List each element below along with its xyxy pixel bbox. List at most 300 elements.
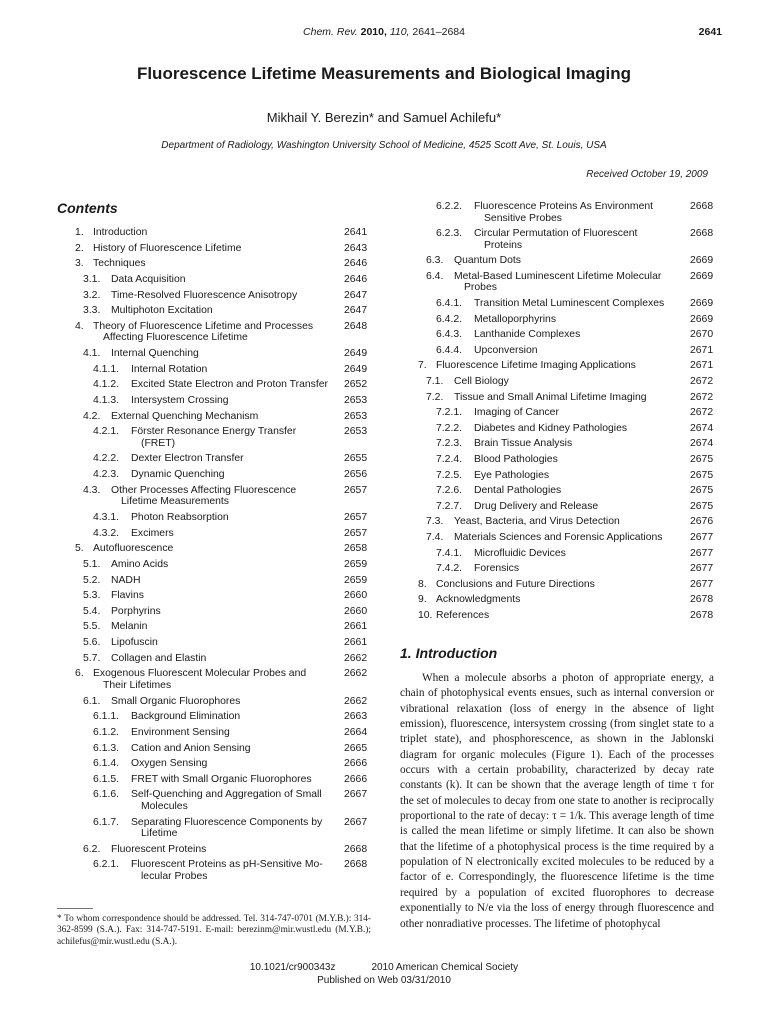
toc-entry-title-line: Environment Sensing [131,726,230,738]
toc-entry[interactable] [57,621,374,633]
toc-entry[interactable] [400,579,720,591]
toc-entry-number: 7.2.7. [436,500,462,512]
toc-entry-title-line: Self-Quenching and Aggregation of Small [131,789,322,801]
toc-entry-title-line: NADH [111,574,141,586]
toc-entry-number: 6.1.3. [93,742,119,754]
toc-entry-title-line: Fluorescent Proteins as pH-Sensitive Mo- [131,859,323,871]
toc-entry-number: 6.2. [83,843,101,855]
toc-entry[interactable] [400,548,720,560]
toc-entry-number: 6.1.1. [93,711,119,723]
toc-entry-number: 6. [75,668,84,680]
toc-entry-page: 2677 [690,578,714,590]
toc-entry-page: 2667 [344,816,368,828]
toc-entry-page: 2646 [344,273,368,285]
toc-entry-number: 4.2.3. [93,469,119,481]
toc-entry-number: 7.2.2. [436,422,462,434]
toc-entry-number: 6.1.4. [93,758,119,770]
article-authors: Mikhail Y. Berezin* and Samuel Achilefu* [266,110,502,125]
toc-entry-page: 2678 [690,594,714,606]
toc-entry-title-line: Fluorescent Proteins [111,843,207,855]
toc-entry[interactable] [57,653,374,665]
toc-entry[interactable] [57,637,374,649]
toc-entry-title-line: Acknowledgments [436,594,521,606]
toc-entry-title-line: References [436,609,490,621]
toc-entry[interactable] [400,501,720,513]
toc-entry-title [131,743,340,755]
toc-entry-number: 4.1. [83,348,101,360]
toc-entry-page: 2668 [344,843,368,855]
toc-entry-title-line: Internal Quenching [111,348,199,360]
toc-entry[interactable] [400,298,720,310]
toc-entry-page: 2667 [344,789,368,801]
toc-entry[interactable] [57,364,374,376]
toc-entry-page: 2677 [690,563,714,575]
toc-entry-title-line: Forensics [474,563,520,575]
toc-entry-title [131,758,340,770]
toc-entry-title-line: Multiphoton Excitation [111,305,213,317]
toc-entry-title-line: Lipofuscin [111,637,158,649]
toc-entry[interactable] [57,274,374,286]
toc-entry-title-line: Metal-Based Luminescent Lifetime Molecular [454,270,662,282]
toc-entry-title-line: Molecules [141,800,188,812]
toc-entry-number: 4.1.3. [93,395,119,406]
toc-entry-title-line: Intersystem Crossing [131,395,229,406]
toc-entry[interactable] [57,575,374,587]
toc-entry-page: 2657 [344,511,368,523]
toc-entry-title-line: Metalloporphyrins [474,313,557,325]
toc-entry-number: 10. [418,609,433,621]
copyright: 2010 American Chemical Society [371,962,519,973]
toc-entry[interactable] [57,395,374,407]
toc-entry-page: 2647 [344,305,368,317]
toc-entry-title-line: Lifetime [141,828,178,840]
toc-entry-title [474,345,686,357]
toc-entry-title [454,392,686,404]
toc-entry[interactable] [57,258,374,270]
toc-entry[interactable] [400,610,720,622]
toc-entry[interactable] [400,516,720,528]
toc-entry-title [474,201,686,224]
toc-entry-title [474,329,686,341]
toc-entry[interactable] [57,243,374,255]
toc-entry-number: 6.4. [426,270,444,282]
toc-entry-title-line: Excited State Electron and Proton Transfer [131,379,328,391]
toc-entry-title [474,298,686,310]
toc-entry[interactable] [57,426,374,449]
toc-entry-title [131,727,340,739]
toc-entry-page: 2666 [344,758,368,770]
toc-entry[interactable] [400,314,720,326]
toc-entry-title [131,774,340,786]
toc-entry-title-line: Oxygen Sensing [131,758,208,770]
toc-entry[interactable] [400,376,720,388]
toc-entry-title [131,364,340,376]
toc-entry[interactable] [400,454,720,466]
toc-entry-number: 4.3.1. [93,511,119,523]
toc-entry-page: 2672 [690,375,714,387]
toc-entry-number: 5.1. [83,558,101,570]
toc-entry[interactable] [400,228,720,251]
toc-entry[interactable] [400,423,720,435]
toc-entry-number: 5.5. [83,621,101,633]
toc-entry-page: 2657 [344,527,368,539]
toc-entry[interactable] [400,201,720,224]
toc-entry-title [93,227,340,239]
toc-entry[interactable] [57,227,374,239]
page-footer [0,962,768,973]
toc-entry-title-line: Brain Tissue Analysis [474,438,573,450]
toc-entry-page: 2653 [344,426,368,438]
toc-entry-title-line: Tissue and Small Animal Lifetime Imaging [454,391,647,403]
toc-entry-title-line: Fluorescence Lifetime Imaging Applications [436,360,636,372]
toc-entry[interactable] [57,743,374,755]
toc-entry-number: 6.2.1. [93,859,119,871]
toc-entry-number: 7.4. [426,531,444,543]
toc-entry-page: 2674 [690,438,714,450]
toc-entry-page: 2678 [690,609,714,621]
toc-entry-title [111,696,340,708]
toc-entry-title [131,711,340,723]
toc-entry-page: 2657 [344,484,368,496]
toc-entry[interactable] [57,469,374,481]
toc-entry[interactable] [400,532,720,544]
toc-entry[interactable] [57,590,374,602]
toc-entry[interactable] [57,774,374,786]
toc-entry-title [131,469,340,481]
toc-entry-page: 2655 [344,453,368,465]
toc-entry[interactable] [57,696,374,708]
toc-entry[interactable] [400,594,720,606]
toc-entry-page: 2649 [344,363,368,375]
toc-entry-title-line: Affecting Fluorescence Lifetime [103,332,248,344]
toc-entry-page: 2669 [690,270,714,282]
toc-entry-title [93,543,340,555]
toc-entry-number: 7. [418,360,427,372]
toc-entry-title [111,411,340,423]
toc-entry-number: 4.1.1. [93,363,119,375]
toc-entry-page: 2660 [344,605,368,617]
toc-entry-number: 5.6. [83,637,101,649]
toc-entry-title [474,470,686,482]
toc-entry-title [111,274,340,286]
toc-entry-title-line: Eye Pathologies [474,469,550,481]
toc-entry-number: 4.1.2. [93,379,119,391]
toc-entry[interactable] [57,727,374,739]
toc-entry-page: 2677 [690,547,714,559]
toc-entry-title-line: Their Lifetimes [103,679,172,691]
doi: 10.1021/cr900343z [249,962,336,973]
toc-entry-title [454,516,686,528]
introduction-heading: 1. Introduction [400,645,498,661]
toc-entry-title-line: History of Fluorescence Lifetime [93,242,242,254]
toc-entry-number: 6.4.4. [436,344,462,356]
toc-entry-page: 2659 [344,574,368,586]
toc-entry-number: 4.2.1. [93,426,119,438]
toc-entry[interactable] [57,321,374,344]
footnote-divider [57,908,93,909]
toc-entry-page: 2661 [344,621,368,633]
toc-entry-page: 2661 [344,637,368,649]
toc-entry-title-line: Dexter Electron Transfer [131,453,244,465]
toc-entry-number: 6.1.7. [93,816,119,828]
toc-entry-title-line: Melanin [111,621,148,633]
introduction-body [400,671,714,932]
toc-entry-title [454,376,686,388]
toc-entry-title-line: Flavins [111,590,144,602]
toc-entry-title-line: Exogenous Fluorescent Molecular Probes and [93,668,307,680]
toc-entry-title-line: lecular Probes [141,870,208,882]
article-title: Fluorescence Lifetime Measurements and Biological Imaging [136,64,632,83]
toc-entry-title-line: Introduction [93,227,148,238]
toc-entry-title-line: Collagen and Elastin [111,652,207,664]
toc-entry-number: 4.3. [83,484,101,496]
toc-entry-number: 8. [418,578,427,590]
toc-entry-title-line: Microfluidic Devices [474,547,566,559]
toc-entry-number: 6.4.3. [436,329,462,341]
toc-entry-title-line: Cell Biology [454,375,509,387]
toc-entry-number: 9. [418,594,427,606]
toc-entry-title [131,789,340,812]
toc-entry[interactable] [57,711,374,723]
toc-entry-number: 6.4.2. [436,313,462,325]
toc-entry[interactable] [400,470,720,482]
contents-heading: Contents [57,200,118,216]
toc-entry[interactable] [400,563,720,575]
toc-entry[interactable] [57,668,374,691]
toc-entry-title [111,348,340,360]
toc-entry-title [111,290,340,302]
toc-entry-number: 6.1. [83,695,101,707]
toc-entry[interactable] [57,348,374,360]
toc-entry-number: 4.3.2. [93,527,119,539]
toc-entry-title-line: Circular Permutation of Fluorescent [474,228,638,240]
toc-entry-title [474,563,686,575]
toc-entry-title [436,360,686,372]
toc-entry[interactable] [57,543,374,555]
toc-entry-title [474,548,686,560]
toc-entry-title-line: Imaging of Cancer [474,407,559,419]
toc-entry-page: 2658 [344,543,368,555]
toc-entry-number: 6.2.2. [436,201,462,212]
toc-entry-title-line: Techniques [93,258,146,270]
toc-entry-page: 2668 [344,859,368,871]
toc-entry-page: 2648 [344,320,368,332]
author-affiliation: Department of Radiology, Washington University School of Medicine, 4525 Scott Ave, St. Louis, USA [161,140,607,151]
toc-entry-title-line: Background Elimination [131,711,241,723]
toc-entry-title-line: Blood Pathologies [474,453,558,465]
toc-entry-title-line: Other Processes Affecting Fluorescence [111,484,297,496]
toc-entry-title [454,271,686,294]
toc-entry-page: 2672 [690,407,714,419]
toc-entry-page: 2649 [344,348,368,360]
toc-entry-title-line: Lanthanide Complexes [474,329,581,341]
toc-entry-number: 6.1.2. [93,726,119,738]
toc-entry-number: 6.1.6. [93,789,119,801]
toc-entry-title-line: Transition Metal Luminescent Complexes [474,297,665,309]
toc-entry-title-line: Time-Resolved Fluorescence Anisotropy [111,289,298,301]
toc-entry-page: 2675 [690,469,714,481]
toc-entry[interactable] [400,271,720,294]
page-number: 2641 [698,26,722,38]
toc-entry-number: 3. [75,258,84,270]
toc-entry[interactable] [400,485,720,497]
toc-entry-number: 4.2.2. [93,453,119,465]
toc-entry-page: 2662 [344,652,368,664]
toc-entry-title [474,485,686,497]
toc-entry-number: 3.1. [83,273,101,285]
toc-entry-title-line: Excimers [131,527,174,539]
toc-entry-number: 6.1.5. [93,773,119,785]
toc-entry-number: 7.2. [426,391,444,403]
toc-entry-title [474,407,686,419]
toc-entry-title [111,653,340,665]
toc-entry-title [131,817,340,840]
toc-entry[interactable] [57,379,374,391]
toc-entry[interactable] [400,329,720,341]
toc-entry[interactable] [57,817,374,840]
toc-entry-number: 6.4.1. [436,297,462,309]
toc-entry-title [111,485,340,508]
toc-entry-number: 7.1. [426,375,444,387]
toc-entry[interactable] [400,392,720,404]
toc-entry-title [131,426,340,449]
toc-entry-title-line: Photon Reabsorption [131,511,229,523]
toc-entry[interactable] [57,411,374,423]
journal-citation [0,26,768,38]
toc-entry-title-line: Quantum Dots [454,255,521,267]
toc-entry-number: 7.2.6. [436,485,462,497]
toc-entry-title [131,512,340,524]
toc-entry[interactable] [57,606,374,618]
toc-entry-title-line: External Quenching Mechanism [111,410,259,422]
toc-entry[interactable] [400,345,720,357]
toc-entry-title-line: Theory of Fluorescence Lifetime and Processes [93,320,314,332]
toc-entry-page: 2675 [690,453,714,465]
toc-entry-title-line: Upconversion [474,344,538,356]
toc-entry-page: 2671 [690,360,714,372]
toc-entry-title [131,395,340,407]
toc-entry-title [131,453,340,465]
toc-entry-page: 2669 [690,313,714,325]
toc-entry-number: 1. [75,227,84,238]
toc-entry[interactable] [57,859,374,882]
toc-entry-title [436,579,686,591]
toc-entry-title [111,844,340,856]
toc-entry[interactable] [57,290,374,302]
toc-entry-title-line: Sensitive Probes [484,212,562,224]
toc-entry-title-line: Drug Delivery and Release [474,500,599,512]
toc-entry[interactable] [57,453,374,465]
toc-entry-title-line: Yeast, Bacteria, and Virus Detection [454,516,620,528]
toc-entry-title [93,243,340,255]
toc-entry-title [93,668,340,691]
toc-entry[interactable] [57,528,374,540]
journal-year: 2010, [360,26,387,38]
toc-entry-number: 6.3. [426,255,444,267]
publication-date: Published on Web 03/31/2010 [317,975,451,986]
toc-entry[interactable] [57,789,374,812]
toc-entry-title [111,606,340,618]
toc-entry[interactable] [400,255,720,267]
toc-entry-title [111,637,340,649]
toc-entry-title-line: Fluorescence Proteins As Environment [474,201,654,212]
toc-entry-title-line: Conclusions and Future Directions [436,578,595,590]
toc-entry-title [111,590,340,602]
toc-entry-number: 7.4.2. [436,563,462,575]
toc-entry-title [436,610,686,622]
toc-entry-title-line: Internal Rotation [131,363,208,375]
toc-entry-page: 2670 [690,329,714,341]
toc-entry-title [454,255,686,267]
toc-entry-title [111,305,340,317]
toc-entry[interactable] [57,305,374,317]
toc-entry-number: 5.4. [83,605,101,617]
toc-entry-page: 2676 [690,516,714,528]
toc-entry-number: 4. [75,320,84,332]
toc-entry-page: 2669 [690,297,714,309]
toc-entry[interactable] [57,512,374,524]
toc-entry-page: 2653 [344,410,368,422]
toc-entry-title-line: Autofluorescence [93,543,174,555]
toc-entry[interactable] [57,559,374,571]
toc-entry-number: 4.2. [83,410,101,422]
toc-entry-page: 2669 [690,255,714,267]
toc-entry-title [111,559,340,571]
toc-entry-title-line: Diabetes and Kidney Pathologies [474,422,628,434]
toc-entry-number: 7.2.3. [436,438,462,450]
toc-entry-title [454,532,686,544]
toc-entry-page: 2666 [344,773,368,785]
toc-entry-page: 2665 [344,742,368,754]
journal-pages: 2641–2684 [412,26,465,38]
toc-entry-page: 2677 [690,531,714,543]
toc-entry-page: 2643 [344,242,368,254]
toc-entry[interactable] [57,758,374,770]
toc-entry-title [131,859,340,882]
toc-entry[interactable] [57,485,374,508]
toc-entry-page: 2671 [690,344,714,356]
toc-entry-title [474,314,686,326]
toc-entry-title-line: (FRET) [141,437,176,449]
toc-entry-title [93,258,340,270]
toc-entry-page: 2662 [344,695,368,707]
toc-entry[interactable] [400,407,720,419]
toc-entry-number: 7.2.1. [436,407,462,419]
toc-entry-number: 5.2. [83,574,101,586]
toc-entry-title-line: Förster Resonance Energy Transfer [131,426,297,438]
toc-entry-page: 2668 [690,201,714,212]
toc-entry-title-line: Separating Fluorescence Components by [131,816,323,828]
correspondence-footnote: * To whom correspondence should be addressed. Tel. 314-747-0701 (M.Y.B.): 314-362-8599 (S.A.). Fax: 314-747-5191. E-mail: berezinm@mir.wustl.edu (M.Y.B.); achilefus@mir.wustl.edu (S.A.). [57,914,371,947]
toc-entry-number: 2. [75,242,84,254]
toc-entry-title-line: FRET with Small Organic Fluorophores [131,773,312,785]
toc-entry-page: 2675 [690,485,714,497]
toc-entry-page: 2674 [690,422,714,434]
toc-entry-number: 7.2.5. [436,469,462,481]
toc-entry-page: 2656 [344,469,368,481]
toc-entry-page: 2662 [344,668,368,680]
toc-entry-title-line: Materials Sciences and Forensic Applications [454,531,663,543]
toc-entry-title-line: Small Organic Fluorophores [111,695,241,707]
toc-entry-title [474,423,686,435]
toc-entry-page: 2646 [344,258,368,270]
toc-entry[interactable] [400,438,720,450]
toc-entry-title [474,228,686,251]
toc-entry[interactable] [400,360,720,372]
received-date: Received October 19, 2009 [586,169,708,180]
toc-entry[interactable] [57,844,374,856]
introduction-paragraph: When a molecule absorbs a photon of appropriate energy, a chain of photophysical events ensues, such as internal conversion or vibrational relaxation (loss of energy in the absence of light emission), fluorescence, intersystem crossing (from singlet state to a triplet state), and phosphorescence, as shown in the Jablonski diagram for organic molecules (Figure 1). Each of the processes occurs with a certain probability, characterized by decay rate constants (k). It can be shown that the average length of time τ for the set of molecules to decay from one state to another is reciprocally proportional to the rate of decay: τ = 1/k. This average length of time is called the mean lifetime or simply lifetime. It can also be shown that the lifetime of a photophysical process is the time required by a population of N electronically excited molecules to be reduced by a factor of e. Correspondingly, the fluorescence lifetime is the time required by a population of excited fluorophores to decrease exponentially to N/e via the loss of energy through fluorescence and other nonradiative processes. The lifetime of photophycal [400,672,714,930]
